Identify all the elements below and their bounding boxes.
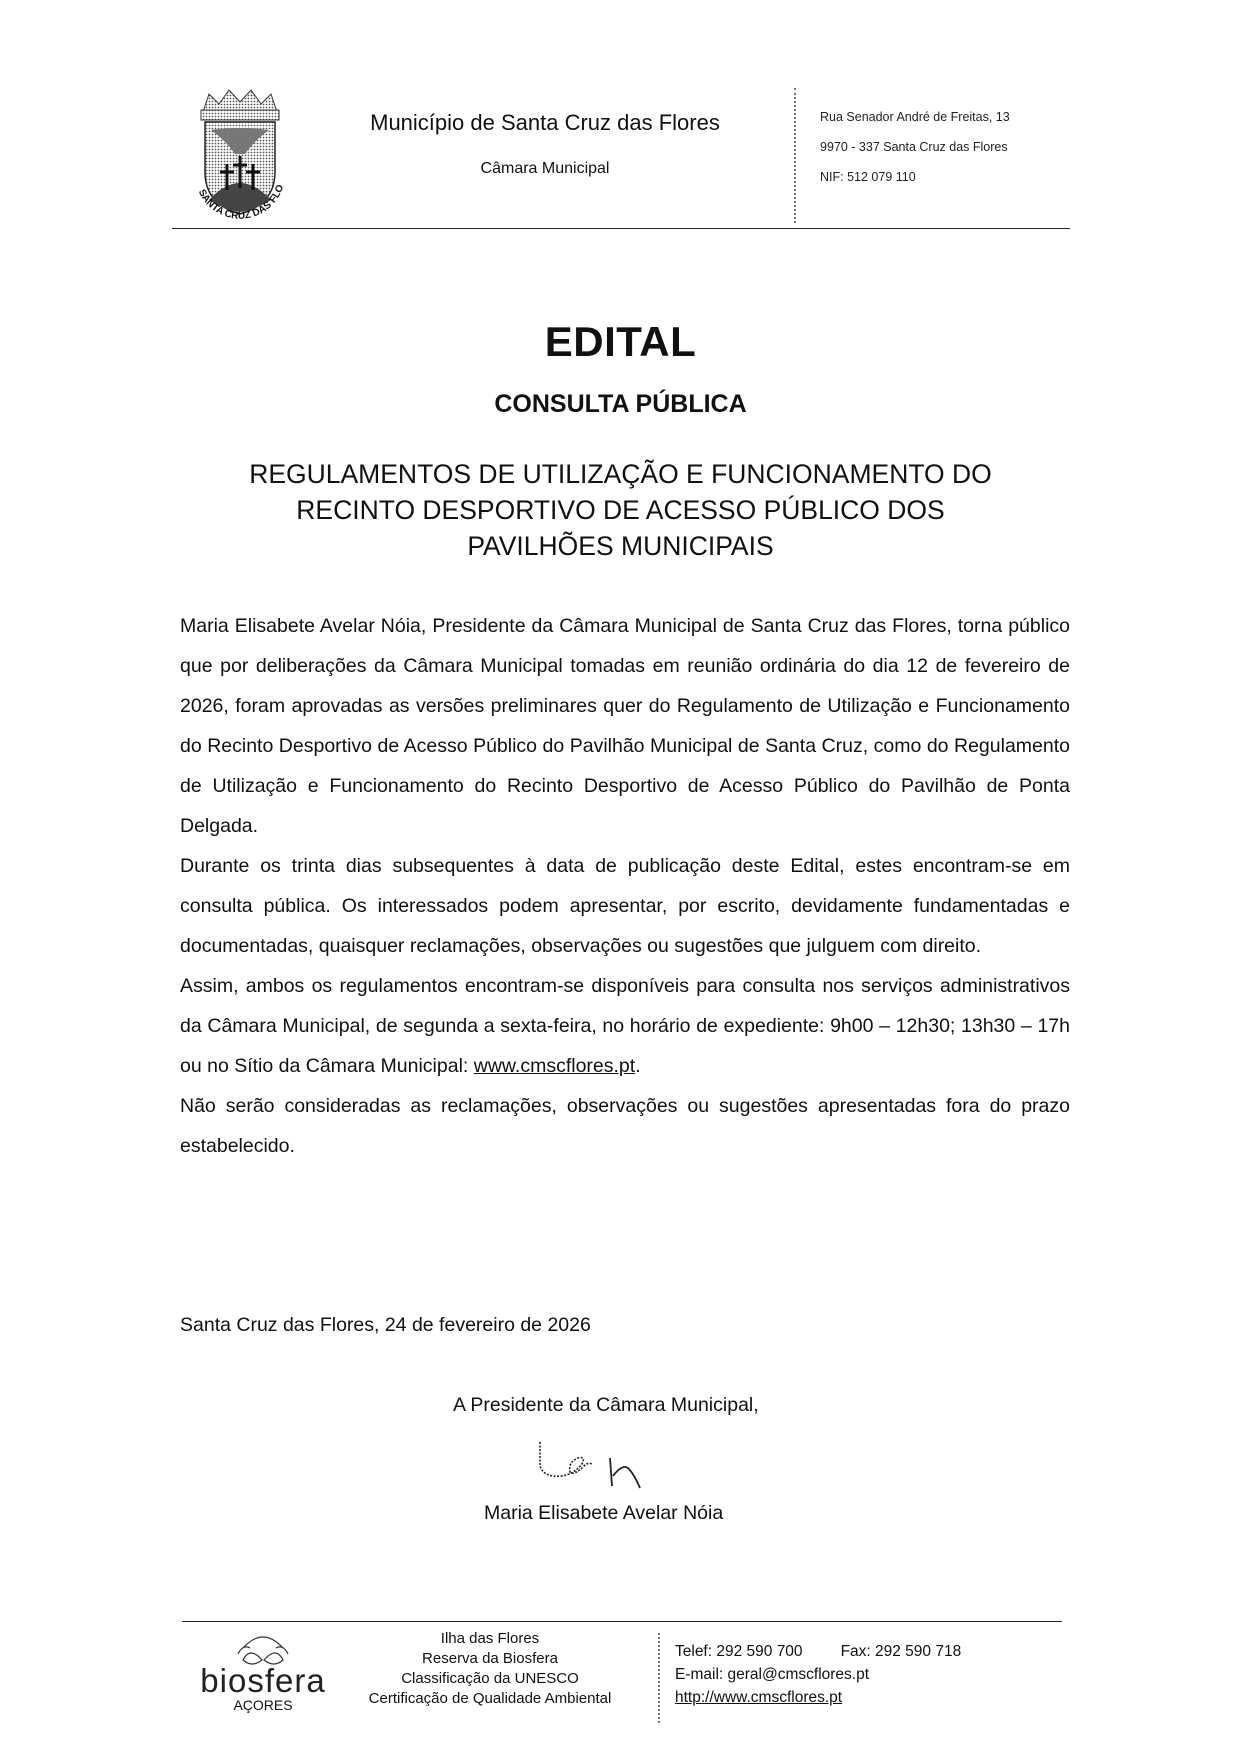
- document-title: EDITAL: [544, 318, 697, 365]
- biosfera-wordmark: biosfera: [200, 1662, 326, 1699]
- nif: NIF: 512 079 110: [820, 170, 916, 184]
- paragraph-availability: [180, 966, 1070, 1086]
- footer-phone: Telef: 292 590 700: [675, 1643, 803, 1660]
- council-name: Câmara Municipal: [480, 160, 610, 177]
- signatory-name: Maria Elisabete Avelar Nóia: [484, 1502, 724, 1524]
- signature: [510, 1436, 710, 1498]
- website-link[interactable]: www.cmscflores.pt: [473, 1055, 636, 1077]
- regulation-title: [150, 456, 1091, 564]
- regulation-title-line: PAVILHÕES MUNICIPAIS: [467, 531, 774, 561]
- footer-line: Ilha das Flores: [440, 1630, 540, 1647]
- footer-line: Reserva da Biosfera: [422, 1650, 558, 1667]
- website-suffix: .: [635, 1055, 641, 1077]
- footer-contacts: [675, 1640, 961, 1709]
- paragraph-availability-text: Assim, ambos os regulamentos encontram-se disponíveis para consulta nos serviços administrativos da Câmara Municipal, de segunda a sexta-feira, no horário de expediente: 9h00 – 12h30; 13h30 – 17h ou no Sítio da Câmara Municipal:: [180, 975, 1070, 1077]
- address-street: Rua Senador André de Freitas, 13: [820, 110, 1010, 124]
- footer-fax: Fax: 292 590 718: [840, 1643, 962, 1660]
- footer-rule: [182, 1621, 1062, 1622]
- svg-text:SANTA CRUZ DAS FLORES: SANTA CRUZ DAS FLO: [195, 183, 287, 222]
- document-subtitle: CONSULTA PÚBLICA: [494, 390, 747, 418]
- place-date: Santa Cruz das Flores, 24 de fevereiro de 2026: [180, 1314, 591, 1336]
- municipality-name: Município de Santa Cruz das Flores: [370, 110, 720, 135]
- footer-line: Classificação da UNESCO: [401, 1670, 579, 1687]
- footer-certifications: [340, 1629, 640, 1709]
- paragraph-announcement: Maria Elisabete Avelar Nóia, Presidente da Câmara Municipal de Santa Cruz das Flores, torna público que por deliberações da Câmara Municipal tomadas em reunião ordinária do dia 12 de fevereiro de 2026, foram aprovadas as versões preliminares quer do Regulamento de Utilização e Funcionamento do Recinto Desportivo de Acesso Público do Pavilhão Municipal de Santa Cruz, como do Regulamento de Utilização e Funcionamento do Recinto Desportivo de Acesso Público do Pavilhão de Ponta Delgada.: [180, 615, 1070, 837]
- biosfera-region: AÇORES: [233, 1697, 293, 1713]
- signatory-title: A Presidente da Câmara Municipal,: [453, 1394, 759, 1416]
- header-rule: [172, 228, 1070, 229]
- footer-divider: [658, 1633, 660, 1723]
- paragraph-deadline: Não serão consideradas as reclamações, observações ou sugestões apresentadas fora do prazo estabelecido.: [180, 1095, 1070, 1157]
- body-text: [180, 606, 1070, 1166]
- footer-email[interactable]: E-mail: geral@cmscflores.pt: [675, 1666, 870, 1683]
- footer-url-link[interactable]: http://www.cmscflores.pt: [675, 1689, 843, 1706]
- regulation-title-line: RECINTO DESPORTIVO DE ACESSO PÚBLICO DOS: [296, 495, 945, 525]
- header-divider: [794, 88, 796, 223]
- paragraph-consultation: Durante os trinta dias subsequentes à data de publicação deste Edital, estes encontram-se em consulta pública. Os interessados podem apresentar, por escrito, devidamente fundamentadas e documentadas, quaisquer reclamações, observações ou sugestões que julguem com direito.: [180, 855, 1070, 957]
- footer-line: Certificação de Qualidade Ambiental: [368, 1690, 612, 1707]
- municipal-coat-of-arms-logo: [175, 82, 305, 232]
- address-postal: 9970 - 337 Santa Cruz das Flores: [820, 140, 1008, 154]
- regulation-title-line: REGULAMENTOS DE UTILIZAÇÃO E FUNCIONAMENTO DO: [249, 459, 992, 489]
